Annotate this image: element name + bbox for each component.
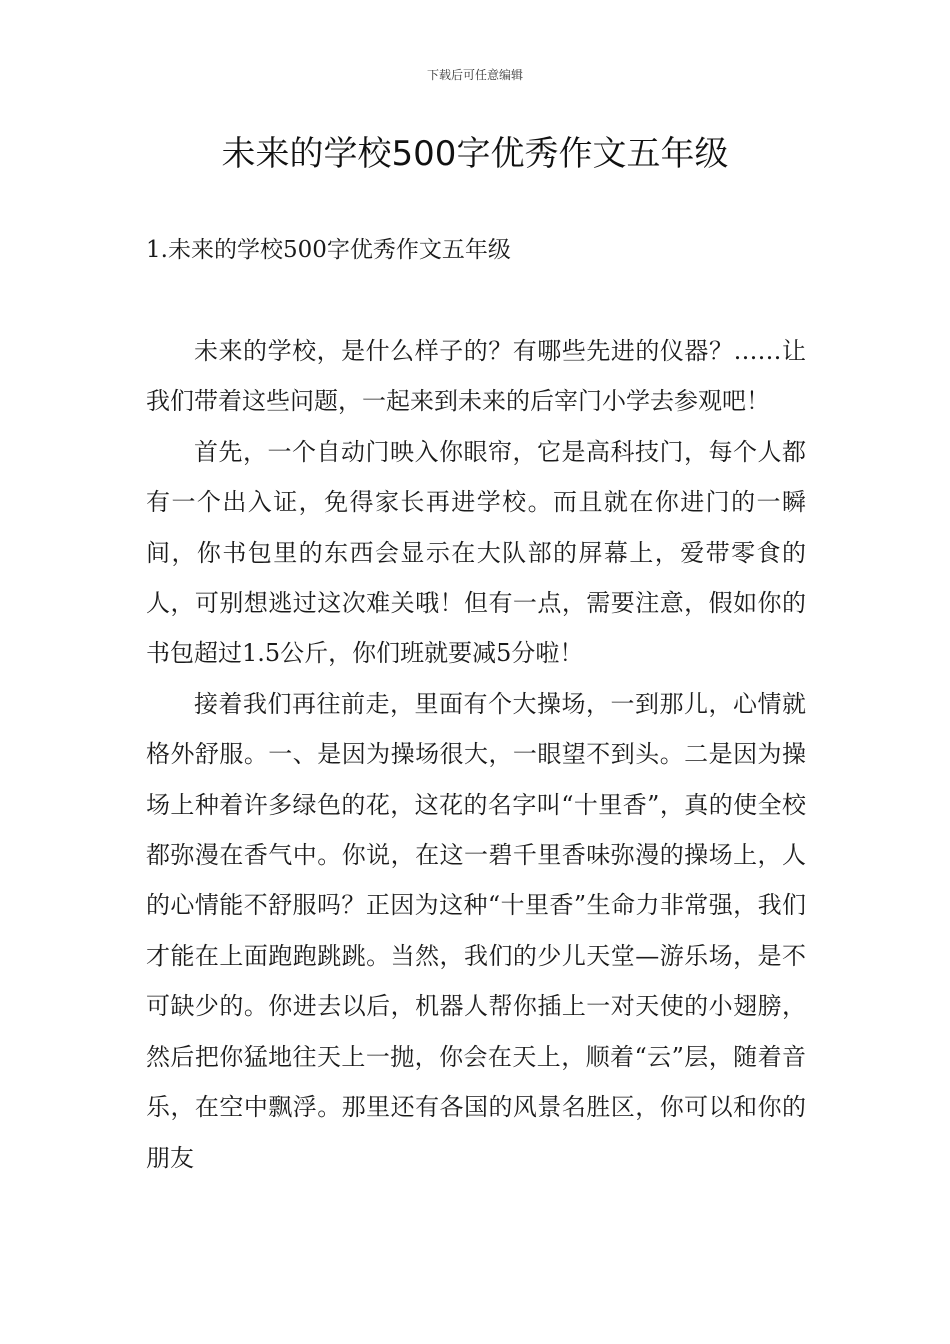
essay-paragraph: 接着我们再往前走，里面有个大操场，一到那儿，心情就格外舒服。一、是因为操场很大，一眼望不到头。二是因为操场上种着许多绿色的花，这花的名字叫“十里香”，真的使全校都弥漫在香气中。你说，在这一碧千里香味弥漫的操场上，人的心情能不舒服吗？正因为这种“十里香”生命力非常强，我们才能在上面跑跑跳跳。当然，我们的少儿天堂—游乐场，是不可缺少的。你进去以后，机器人帮你插上一对天使的小翅膀，然后把你猛地往天上一抛，你会在天上，顺着“云”层，随着音乐，在空中飘浮。那里还有各国的风景名胜区，你可以和你的朋友 [146, 689, 806, 1172]
page-header-note: 下载后可任意编辑 [426, 68, 523, 82]
essay-paragraph: 未来的学校，是什么样子的？有哪些先进的仪器？……让我们带着这些问题，一起来到未来的后宰门小学去参观吧！ [146, 337, 806, 416]
document-title: 未来的学校500字优秀作文五年级 [221, 134, 729, 174]
section-heading: 1.未来的学校500字优秀作文五年级 [146, 237, 511, 263]
essay-paragraph: 首先，一个自动门映入你眼帘，它是高科技门，每个人都有一个出入证，免得家长再进学校。而且就在你进门的一瞬间，你书包里的东西会显示在大队部的屏幕上，爱带零食的人，可别想逃过这次难关哦！但有一点，需要注意，假如你的书包超过1.5公斤，你们班就要减5分啦！ [146, 437, 806, 668]
essay-body [146, 326, 806, 1183]
